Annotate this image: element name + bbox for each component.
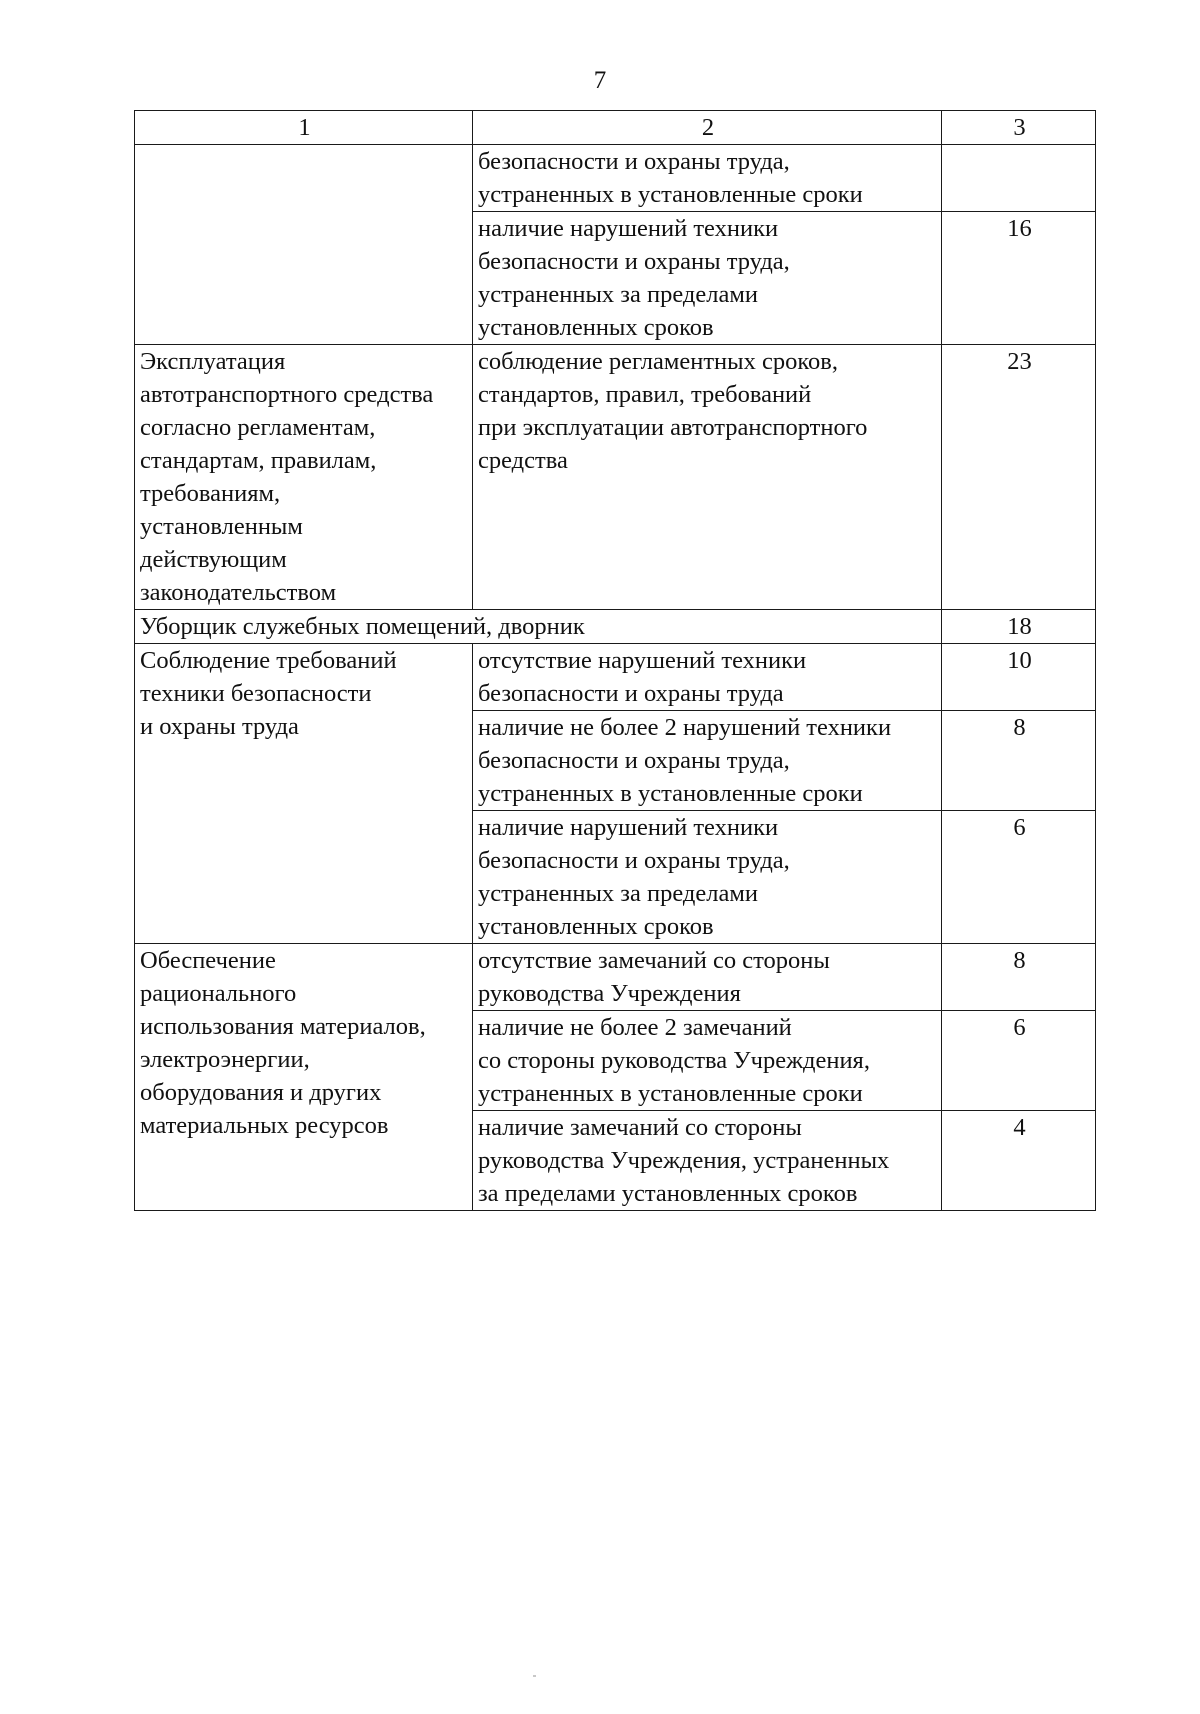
criterion-cell: Обеспечение рационального использования материалов, электроэнергии, оборудования и других материальных ресурсов: [135, 944, 473, 1211]
score-cell: 8: [942, 711, 1096, 811]
indicator-cell: наличие нарушений техники безопасности и охраны труда, устраненных за пределами установленных сроков: [473, 811, 942, 944]
score-cell: 6: [942, 811, 1096, 944]
table-row: [135, 944, 1096, 1011]
column-header-1: 1: [135, 111, 473, 145]
position-max-score: 18: [942, 610, 1096, 644]
indicator-cell: наличие не более 2 замечаний со стороны руководства Учреждения, устраненных в установленные сроки: [473, 1011, 942, 1111]
score-cell: [942, 145, 1096, 212]
indicator-cell: отсутствие замечаний со стороны руководства Учреждения: [473, 944, 942, 1011]
table-row: [135, 345, 1096, 610]
position-row: [135, 610, 1096, 644]
score-cell: 16: [942, 212, 1096, 345]
indicator-cell: отсутствие нарушений техники безопасности и охраны труда: [473, 644, 942, 711]
table-header-row: [135, 111, 1096, 145]
score-cell: 8: [942, 944, 1096, 1011]
indicator-cell: безопасности и охраны труда, устраненных в установленные сроки: [473, 145, 942, 212]
scan-speck: [533, 1675, 536, 1677]
indicator-cell: наличие не более 2 нарушений техники безопасности и охраны труда, устраненных в установленные сроки: [473, 711, 942, 811]
criteria-table: [134, 110, 1096, 1211]
table-row: [135, 644, 1096, 711]
score-cell: 10: [942, 644, 1096, 711]
page-number: 7: [593, 67, 607, 94]
position-title: Уборщик служебных помещений, дворник: [135, 610, 942, 644]
column-header-2: 2: [473, 111, 942, 145]
table-row: [135, 145, 1096, 212]
score-cell: 4: [942, 1111, 1096, 1211]
score-cell: 6: [942, 1011, 1096, 1111]
indicator-cell: соблюдение регламентных сроков, стандартов, правил, требований при эксплуатации автотранспортного средства: [473, 345, 942, 610]
criterion-cell: Соблюдение требований техники безопасности и охраны труда: [135, 644, 473, 944]
criterion-cell: Эксплуатация автотранспортного средства согласно регламентам, стандартам, правилам, требованиям, установленным действующим законодательством: [135, 345, 473, 610]
indicator-cell: наличие замечаний со стороны руководства Учреждения, устраненных за пределами установленных сроков: [473, 1111, 942, 1211]
indicator-cell: наличие нарушений техники безопасности и охраны труда, устраненных за пределами установленных сроков: [473, 212, 942, 345]
criterion-cell-continued: [135, 145, 473, 345]
column-header-3: 3: [942, 111, 1096, 145]
score-cell: 23: [942, 345, 1096, 610]
